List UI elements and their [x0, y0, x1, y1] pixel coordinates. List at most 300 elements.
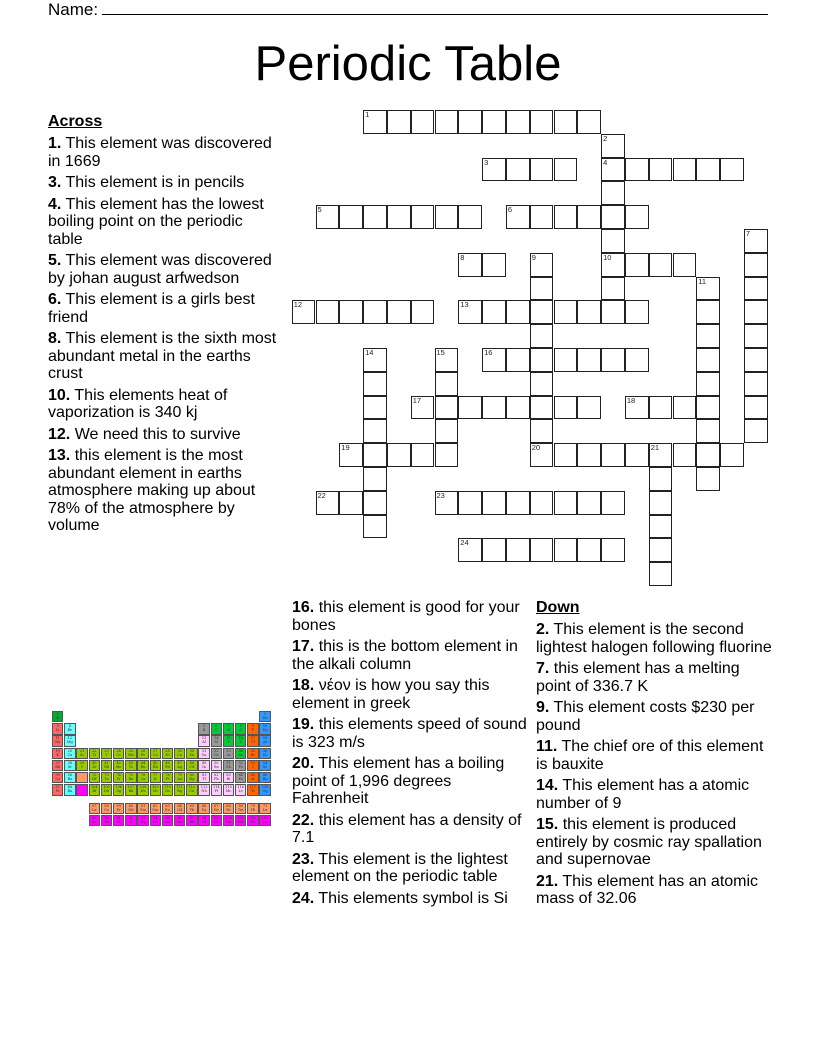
clue-item — [48, 426, 280, 444]
crossword-cell[interactable] — [601, 253, 625, 277]
element-tile: 39 Y — [76, 760, 87, 771]
crossword-cell[interactable] — [744, 300, 768, 324]
crossword-cell[interactable] — [649, 515, 673, 539]
crossword-cell[interactable] — [744, 419, 768, 443]
element-tile: 98 Cf — [198, 815, 209, 826]
crossword-cell[interactable] — [435, 396, 459, 420]
clue-item — [48, 135, 280, 170]
element-tile: 108 Hs — [137, 784, 148, 795]
clue-number: 7. — [536, 660, 550, 677]
clue-number: 24. — [292, 889, 315, 907]
crossword-cell[interactable] — [696, 396, 720, 420]
element-tile: 100 Fm — [223, 815, 234, 826]
element-tile: 10 Ne — [259, 723, 270, 734]
element-tile: 58 Ce — [101, 803, 112, 814]
crossword-cell[interactable] — [435, 491, 459, 515]
crossword-cell[interactable] — [720, 443, 744, 467]
clue-item — [48, 291, 280, 326]
crossword-cell[interactable] — [577, 348, 601, 372]
element-tile: 88 Ra — [64, 784, 75, 795]
element-tile: 72 Hf — [89, 772, 100, 783]
clue-text: this elements speed of sound is 323 m/s — [292, 716, 527, 751]
crossword-cell[interactable] — [554, 300, 578, 324]
element-tile: 113 Nh — [198, 784, 209, 795]
crossword-cell[interactable] — [316, 491, 340, 515]
clue-number-label: 5 — [317, 205, 322, 215]
crossword-cell[interactable] — [363, 419, 387, 443]
element-tile: 38 Sr — [64, 760, 75, 771]
clue-text: We need this to survive — [70, 425, 241, 443]
element-tile: 13 Al — [198, 735, 209, 746]
crossword-cell[interactable] — [506, 158, 530, 182]
crossword-cell[interactable] — [673, 396, 697, 420]
element-tile: 115 Mc — [223, 784, 234, 795]
element-tile: 109 Mt — [150, 784, 161, 795]
element-tile: 66 Dy — [198, 803, 209, 814]
clue-text: this element has a melting point of 336.7 K — [536, 660, 740, 695]
element-tile: 35 Br — [247, 748, 258, 759]
element-tile: 9 F — [247, 723, 258, 734]
crossword-cell[interactable] — [363, 205, 387, 229]
element-tile: 41 Nb — [101, 760, 112, 771]
crossword-cell[interactable] — [482, 158, 506, 182]
clue-number: 21. — [536, 872, 559, 890]
crossword-cell[interactable] — [696, 300, 720, 324]
crossword-cell[interactable] — [482, 300, 506, 324]
crossword-cell[interactable] — [577, 205, 601, 229]
across-clues-continued — [292, 599, 532, 911]
crossword-cell[interactable] — [554, 205, 578, 229]
down-heading: Down — [536, 599, 580, 616]
element-tile: 14 Si — [211, 735, 222, 746]
periodic-table-image — [52, 711, 276, 841]
element-tile: 47 Ag — [174, 760, 185, 771]
clue-number: 15. — [536, 816, 559, 833]
element-tile: 40 Zr — [89, 760, 100, 771]
crossword-cell[interactable] — [411, 300, 435, 324]
element-tile: 11 Na — [52, 735, 63, 746]
crossword-cell[interactable] — [435, 372, 459, 396]
crossword-cell[interactable] — [506, 396, 530, 420]
element-tile: 16 S — [235, 735, 246, 746]
crossword-cell[interactable] — [530, 158, 554, 182]
element-tile: 78 Pt — [162, 772, 173, 783]
crossword-cell[interactable] — [601, 277, 625, 301]
element-tile: 27 Co — [150, 748, 161, 759]
crossword-cell[interactable] — [506, 300, 530, 324]
page-title: Periodic Table — [254, 37, 562, 91]
element-tile: 99 Es — [211, 815, 222, 826]
crossword-cell[interactable] — [601, 158, 625, 182]
crossword-cell[interactable] — [625, 253, 649, 277]
crossword-cell[interactable] — [530, 300, 554, 324]
crossword-cell[interactable] — [530, 324, 554, 348]
crossword-cell[interactable] — [506, 348, 530, 372]
element-tile: 106 Sg — [113, 784, 124, 795]
clue-number-label: 16 — [484, 348, 493, 357]
crossword-cell[interactable] — [649, 562, 673, 586]
element-tile: 5 B — [198, 723, 209, 734]
clue-number: 10. — [48, 386, 71, 404]
crossword-cell[interactable] — [577, 443, 601, 467]
crossword-cell[interactable] — [601, 443, 625, 467]
crossword-cell[interactable] — [387, 110, 411, 134]
crossword-cell[interactable] — [554, 348, 578, 372]
element-tile: 110 Ds — [162, 784, 173, 795]
crossword-cell[interactable] — [339, 205, 363, 229]
crossword-cell[interactable] — [554, 396, 578, 420]
clue-number-label: 14 — [365, 348, 374, 357]
clue-item — [292, 716, 532, 751]
element-tile: 105 Db — [101, 784, 112, 795]
clue-number-label: 9 — [531, 252, 536, 262]
crossword-cell[interactable] — [601, 205, 625, 229]
element-tile: 50 Sn — [211, 760, 222, 771]
crossword-cell[interactable] — [696, 158, 720, 182]
element-tile: 64 Gd — [174, 803, 185, 814]
crossword-cell[interactable] — [554, 491, 578, 515]
crossword-cell[interactable] — [363, 515, 387, 539]
clue-number-label: 1 — [365, 110, 370, 119]
crossword-cell[interactable] — [625, 158, 649, 182]
crossword-cell[interactable] — [339, 491, 363, 515]
element-tile: 34 Se — [235, 748, 246, 759]
crossword-cell[interactable] — [744, 229, 768, 253]
clue-text: This element is the sixth most abundant metal in the earths crust — [48, 330, 277, 382]
crossword-cell[interactable] — [649, 253, 673, 277]
element-tile: 42 Mo — [113, 760, 124, 771]
crossword-cell[interactable] — [720, 158, 744, 182]
crossword-cell[interactable] — [577, 396, 601, 420]
element-tile: 31 Ga — [198, 748, 209, 759]
element-tile: 6 C — [211, 723, 222, 734]
crossword-cell[interactable] — [601, 181, 625, 205]
clue-number-label: 24 — [460, 538, 469, 548]
element-tile: 54 Xe — [259, 760, 270, 771]
crossword-cell[interactable] — [577, 491, 601, 515]
crossword-cell[interactable] — [530, 396, 554, 420]
crossword-cell[interactable] — [744, 277, 768, 301]
element-tile: 87 Fr — [52, 784, 63, 795]
down-clues — [536, 599, 776, 912]
crossword-cell[interactable] — [696, 324, 720, 348]
clue-number-label: 22 — [317, 490, 326, 500]
crossword-cell[interactable] — [506, 491, 530, 515]
clue-text: This element was discovered by johan august arfwedson — [48, 252, 272, 287]
crossword-cell[interactable] — [601, 134, 625, 158]
crossword-cell[interactable] — [411, 205, 435, 229]
clue-number: 17. — [292, 638, 315, 655]
element-tile: 102 No — [247, 815, 258, 826]
crossword-cell[interactable] — [601, 229, 625, 253]
clue-number-label: 21 — [650, 443, 660, 453]
element-tile: 81 Tl — [198, 772, 209, 783]
crossword-cell[interactable] — [554, 158, 578, 182]
crossword-cell[interactable] — [696, 443, 720, 467]
crossword-cell[interactable] — [458, 205, 482, 229]
clue-text: The chief ore of this element is bauxite — [536, 738, 764, 773]
clue-text: this element is good for your bones — [292, 599, 520, 634]
crossword-cell[interactable] — [506, 110, 530, 134]
crossword-cell[interactable] — [577, 538, 601, 562]
clue-number-label: 19 — [341, 443, 350, 453]
crossword-cell[interactable] — [435, 110, 459, 134]
clue-number-label: 11 — [698, 276, 707, 286]
crossword-cell[interactable] — [649, 443, 673, 467]
clue-text: This element is a girls best friend — [48, 291, 255, 326]
element-tile: 60 Nd — [125, 803, 136, 814]
crossword-cell[interactable] — [482, 348, 506, 372]
element-tile: 84 Po — [235, 772, 246, 783]
clue-item — [292, 755, 532, 808]
crossword-cell[interactable] — [649, 158, 673, 182]
clue-number-label: 6 — [507, 205, 513, 215]
element-tile: 7 N — [223, 723, 234, 734]
clue-text: This element is the second lightest halogen following fluorine — [536, 621, 772, 656]
crossword-cell[interactable] — [435, 419, 459, 443]
crossword-cell[interactable] — [625, 396, 649, 420]
clue-number: 19. — [292, 716, 315, 733]
clue-number-label: 13 — [460, 300, 469, 310]
element-tile: 22 Ti — [89, 748, 100, 759]
crossword-cell[interactable] — [363, 443, 387, 467]
crossword-cell[interactable] — [530, 372, 554, 396]
crossword-cell[interactable] — [482, 396, 506, 420]
crossword-cell[interactable] — [530, 538, 554, 562]
element-tile: 8 O — [235, 723, 246, 734]
clue-item — [48, 196, 280, 249]
clue-text: this is the bottom element in the alkali column — [292, 638, 518, 673]
name-blank-line[interactable] — [102, 0, 768, 15]
crossword-cell[interactable] — [625, 348, 649, 372]
crossword-cell[interactable] — [673, 443, 697, 467]
crossword-cell[interactable] — [601, 300, 625, 324]
element-tile: 93 Np — [137, 815, 148, 826]
clue-number: 16. — [292, 599, 315, 616]
element-tile: 70 Yb — [247, 803, 258, 814]
crossword-cell[interactable] — [530, 253, 554, 277]
crossword-cell[interactable] — [649, 491, 673, 515]
element-tile: 111 Rg — [174, 784, 185, 795]
crossword-cell[interactable] — [292, 300, 316, 324]
crossword-cell[interactable] — [339, 300, 363, 324]
clue-item — [48, 447, 280, 535]
crossword-cell[interactable] — [530, 491, 554, 515]
crossword-cell[interactable] — [482, 253, 506, 277]
crossword-cell[interactable] — [649, 467, 673, 491]
clue-number: 14. — [536, 777, 559, 794]
clue-number: 8. — [48, 330, 62, 347]
crossword-cell[interactable] — [696, 277, 720, 301]
crossword-cell[interactable] — [387, 205, 411, 229]
clue-item — [536, 699, 776, 734]
crossword-cell[interactable] — [577, 110, 601, 134]
element-tile: 43 Tc — [125, 760, 136, 771]
crossword-cell[interactable] — [673, 158, 697, 182]
crossword-cell[interactable] — [482, 491, 506, 515]
clue-item — [536, 816, 776, 869]
element-tile: 29 Cu — [174, 748, 185, 759]
clue-number: 5. — [48, 252, 62, 269]
clue-number: 22. — [292, 811, 315, 829]
crossword-cell[interactable] — [530, 205, 554, 229]
crossword-cell[interactable] — [363, 491, 387, 515]
clue-number: 18. — [292, 677, 315, 694]
crossword-cell[interactable] — [530, 348, 554, 372]
element-tile: 89 Ac — [89, 815, 100, 826]
crossword-cell[interactable] — [411, 110, 435, 134]
crossword-cell[interactable] — [458, 110, 482, 134]
element-tile: 20 Ca — [64, 748, 75, 759]
clue-text: This element was discovered in 1669 — [48, 135, 272, 170]
crossword-cell[interactable] — [673, 253, 697, 277]
crossword-cell[interactable] — [530, 277, 554, 301]
down-clue-list — [536, 621, 776, 908]
crossword-cell[interactable] — [363, 372, 387, 396]
crossword-cell[interactable] — [554, 110, 578, 134]
crossword-cell[interactable] — [625, 205, 649, 229]
crossword-cell[interactable] — [744, 324, 768, 348]
element-tile: 51 Sb — [223, 760, 234, 771]
crossword-cell[interactable] — [458, 396, 482, 420]
crossword-cell[interactable] — [530, 443, 554, 467]
crossword-cell[interactable] — [363, 467, 387, 491]
crossword-cell[interactable] — [625, 300, 649, 324]
crossword-cell[interactable] — [554, 538, 578, 562]
element-tile: 18 Ar — [259, 735, 270, 746]
element-tile: 48 Cd — [186, 760, 197, 771]
element-tile: 52 Te — [235, 760, 246, 771]
crossword-cell[interactable] — [458, 300, 482, 324]
crossword-cell[interactable] — [387, 300, 411, 324]
element-tile: 55 Cs — [52, 772, 63, 783]
element-tile: 104 Rf — [89, 784, 100, 795]
element-tile: 94 Pu — [150, 815, 161, 826]
crossword-cell[interactable] — [649, 396, 673, 420]
clue-text: this element has a density of 7.1 — [292, 811, 522, 846]
clue-item — [48, 252, 280, 287]
crossword-cell[interactable] — [649, 538, 673, 562]
element-tile: 25 Mn — [125, 748, 136, 759]
crossword-cell[interactable] — [458, 538, 482, 562]
element-tile: 32 Ge — [211, 748, 222, 759]
across-clues — [48, 113, 280, 539]
element-tile: 46 Pd — [162, 760, 173, 771]
element-tile: 12 Mg — [64, 735, 75, 746]
element-tile: 21 Sc — [76, 748, 87, 759]
clue-number: 3. — [48, 174, 62, 191]
clue-number: 12. — [48, 425, 71, 443]
crossword-cell[interactable] — [363, 110, 387, 134]
crossword-cell[interactable] — [363, 348, 387, 372]
element-tile: 82 Pb — [211, 772, 222, 783]
element-tile: 107 Bh — [125, 784, 136, 795]
clue-text: This element has an atomic mass of 32.06 — [536, 872, 759, 907]
crossword-cell[interactable] — [435, 443, 459, 467]
element-tile: 97 Bk — [186, 815, 197, 826]
element-tile: 49 In — [198, 760, 209, 771]
element-tile: 37 Rb — [52, 760, 63, 771]
element-tile: 4 Be — [64, 723, 75, 734]
crossword-cell[interactable] — [506, 205, 530, 229]
crossword-cell[interactable] — [458, 253, 482, 277]
clue-number-label: 18 — [626, 395, 636, 405]
crossword-cell[interactable] — [696, 467, 720, 491]
crossword-cell[interactable] — [363, 396, 387, 420]
crossword-cell[interactable] — [316, 205, 340, 229]
clue-text: This element has a atomic number of 9 — [536, 777, 750, 812]
crossword-cell[interactable] — [601, 491, 625, 515]
crossword-cell[interactable] — [435, 348, 459, 372]
crossword-cell[interactable] — [435, 205, 459, 229]
element-tile: 117 Ts — [247, 784, 258, 795]
crossword-cell[interactable] — [696, 419, 720, 443]
clue-item — [292, 638, 532, 673]
name-field[interactable] — [48, 0, 768, 20]
element-tile: 75 Re — [125, 772, 136, 783]
crossword-cell[interactable] — [554, 443, 578, 467]
crossword-cell[interactable] — [482, 538, 506, 562]
element-tile: 56 Ba — [64, 772, 75, 783]
crossword-cell[interactable] — [601, 538, 625, 562]
clue-number-label: 15 — [436, 348, 445, 357]
element-tile: 57 La — [89, 803, 100, 814]
element-tile: 80 Hg — [186, 772, 197, 783]
element-tile: 59 Pr — [113, 803, 124, 814]
crossword-cell[interactable] — [696, 348, 720, 372]
element-tile: 118 Og — [259, 784, 270, 795]
element-tile: 68 Er — [223, 803, 234, 814]
crossword-cell[interactable] — [744, 348, 768, 372]
crossword-cell[interactable] — [506, 538, 530, 562]
crossword-cell[interactable] — [530, 419, 554, 443]
clue-text: This element costs $230 per pound — [536, 699, 755, 734]
crossword-cell[interactable] — [482, 110, 506, 134]
crossword-cell[interactable] — [577, 300, 601, 324]
clue-number: 11. — [536, 738, 558, 755]
element-tile: 61 Pm — [137, 803, 148, 814]
element-tile: 103 Lr — [259, 815, 270, 826]
crossword-cell[interactable] — [339, 443, 363, 467]
clue-item — [292, 677, 532, 712]
crossword-cell[interactable] — [744, 253, 768, 277]
clue-text: this element is the most abundant element in earths atmosphere making up about 78% of the atmosphere by volume — [48, 447, 256, 534]
crossword-cell[interactable] — [458, 491, 482, 515]
element-tile: 114 Fl — [211, 784, 222, 795]
element-tile: 17 Cl — [247, 735, 258, 746]
crossword-cell[interactable] — [530, 110, 554, 134]
crossword-cell[interactable] — [411, 443, 435, 467]
clue-item — [48, 387, 280, 422]
element-tile: 76 Os — [137, 772, 148, 783]
crossword-cell[interactable] — [744, 396, 768, 420]
clue-item — [536, 738, 776, 773]
crossword-cell[interactable] — [363, 300, 387, 324]
clue-number-label: 20 — [531, 443, 541, 453]
clue-item — [536, 621, 776, 656]
crossword-cell[interactable] — [744, 372, 768, 396]
element-tile: 62 Sm — [150, 803, 161, 814]
element-tile: 45 Rh — [150, 760, 161, 771]
crossword-cell[interactable] — [696, 372, 720, 396]
crossword-cell[interactable] — [601, 348, 625, 372]
crossword-cell[interactable] — [316, 300, 340, 324]
clue-number-label: 4 — [603, 157, 608, 167]
crossword-cell[interactable] — [625, 443, 649, 467]
crossword-cell[interactable] — [387, 443, 411, 467]
element-tile: 65 Tb — [186, 803, 197, 814]
crossword-cell[interactable] — [411, 396, 435, 420]
